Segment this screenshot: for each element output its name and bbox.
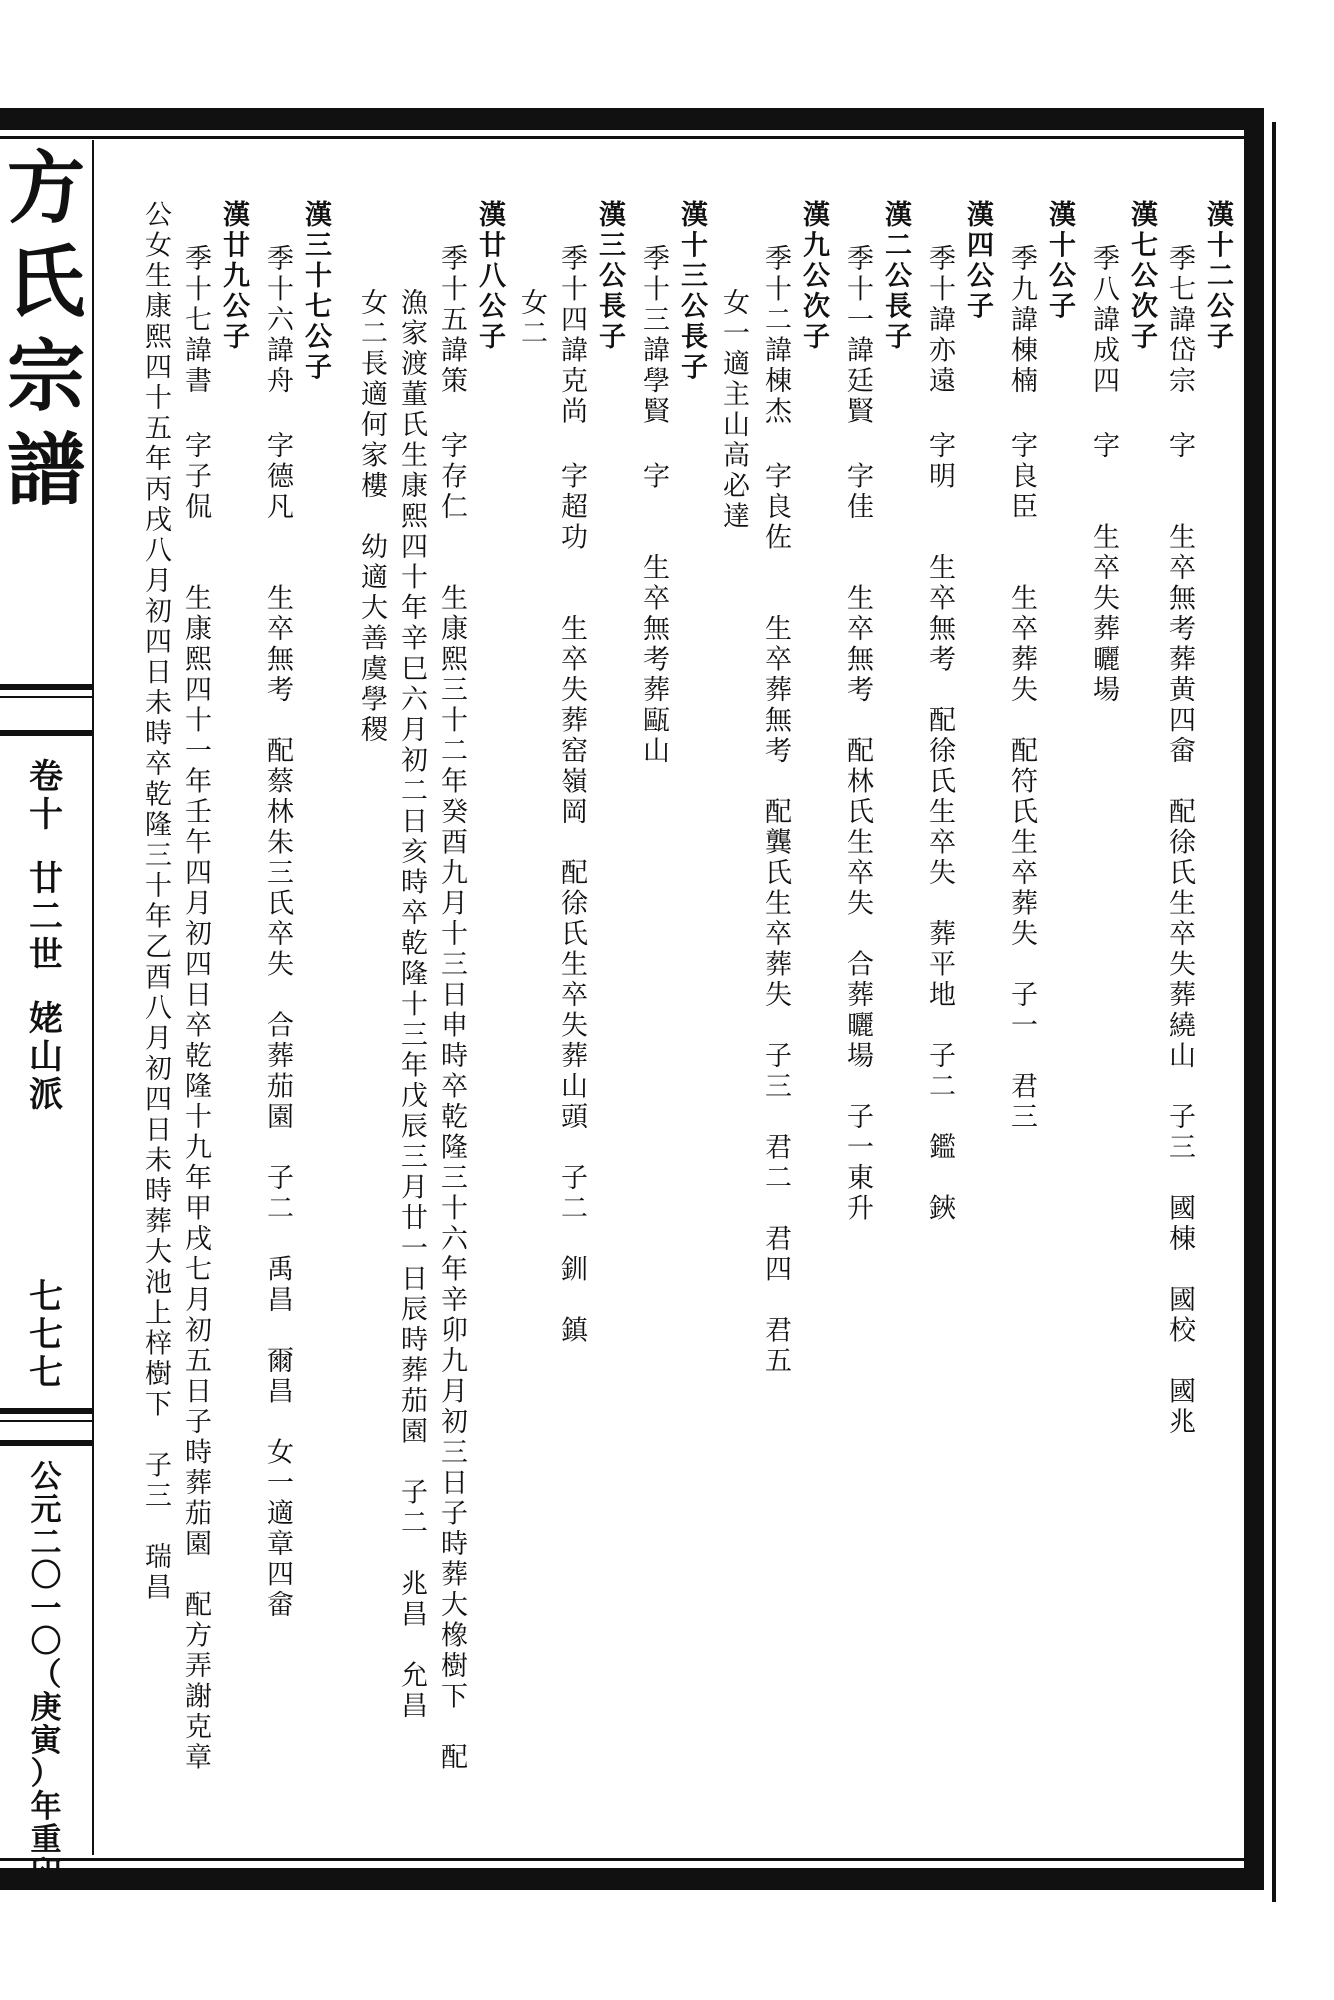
margin-glyph: 十 <box>29 795 63 835</box>
entry-column: 女二 <box>516 288 547 349</box>
margin-glyph: 〇 <box>30 1624 62 1660</box>
entry-column: 女二長適何家樓 幼適大善虞學稷 <box>356 288 387 746</box>
entry-column: 公女生康熙四十五年丙戌八月初四日未時卒乾隆三十年乙酉八月初四日未時葬大池上梓樹下 子三 瑞昌 <box>140 200 171 1603</box>
margin-glyph: 七 <box>29 1277 63 1317</box>
entry-column: 漢三十七公子 <box>300 200 331 383</box>
margin-glyph: 寅 <box>30 1723 62 1759</box>
margin-glyph: 派 <box>29 1075 63 1115</box>
margin-glyph: 二 <box>29 897 63 937</box>
margin-rule <box>0 1440 92 1446</box>
entry-column: 季十二諱棟杰 字良佐 生卒葬無考 配龔氏生卒葬失 子三 君二 君四 君五 <box>760 244 791 1377</box>
entry-column: 季十七諱書 字子侃 生康熙四十一年壬午四月初四日卒乾隆十九年甲戌七月初五日子時葬茄園 配方弄謝克章 <box>180 244 211 1773</box>
margin-rule <box>0 684 92 690</box>
entry-column: 季十六諱舟 字德凡 生卒無考 配蔡林朱三氏卒失 合葬茄園 子二 禹昌 爾昌 女一適章四畲 <box>262 244 293 1621</box>
page-frame-bottom <box>0 1868 1262 1890</box>
margin-glyph: 氏 <box>7 237 86 328</box>
entry-column: 季八諱成四 字 生卒失葬曬場 <box>1088 244 1119 706</box>
entry-column: 漢九公次子 <box>798 200 829 353</box>
margin-rule <box>0 1420 92 1422</box>
page-frame-right-outer <box>1272 122 1276 1902</box>
margin-glyph <box>40 976 52 998</box>
margin-glyph: 宗 <box>7 331 86 422</box>
margin-rule <box>0 696 92 698</box>
margin-glyph: 重 <box>30 1822 62 1858</box>
entry-column: 季十三諱學賢 字 生卒無考葬甌山 <box>638 244 669 767</box>
margin-glyph: 方 <box>7 143 86 234</box>
entry-column: 漢十三公長子 <box>676 200 707 383</box>
entry-column: 季九諱棟楠 字良臣 生卒葬失 配符氏生卒葬失 子一 君三 <box>1006 244 1037 1133</box>
entry-column: 漢十公子 <box>1044 200 1075 322</box>
entry-column: 季十五諱策 字存仁 生康熙三十二年癸酉九月十三日申時卒乾隆三十六年辛卯九月初三日子時葬大橡樹下 配 <box>436 244 467 1773</box>
entry-column: 漢廿八公子 <box>474 200 505 353</box>
book-title <box>7 143 86 526</box>
margin-glyph: 七 <box>29 1315 63 1355</box>
margin-glyph: 廿 <box>29 859 63 899</box>
margin-rule <box>0 730 92 736</box>
margin-glyph: 山 <box>29 1037 63 1077</box>
margin-glyph: 姥 <box>29 999 63 1039</box>
entry-column: 漢二公長子 <box>880 200 911 353</box>
page-frame-top <box>0 108 1262 130</box>
entry-column: 漢三公長子 <box>594 200 625 353</box>
margin-glyph: 元 <box>30 1492 62 1528</box>
entry-column: 季十諱亦遠 字明 生卒無考 配徐氏生卒失 葬平地 子二 鑑 鋏 <box>924 244 955 1224</box>
page-number <box>10 1277 82 1394</box>
margin-glyph: （ <box>30 1657 62 1693</box>
margin-glyph: 七 <box>29 1353 63 1393</box>
margin-glyph: 譜 <box>7 425 86 516</box>
page-frame-bottom-inner <box>0 1858 1244 1861</box>
margin-glyph: 庚 <box>30 1690 62 1726</box>
entry-column: 漢十二公子 <box>1202 200 1233 353</box>
margin-glyph: 印 <box>30 1855 62 1891</box>
entry-column: 漁家渡董氏生康熙四十年辛巳六月初二日亥時卒乾隆十三年戊辰三月廿一日辰時葬茄園 子二 兆昌 允昌 <box>396 288 427 1722</box>
entry-column: 季七諱岱宗 字 生卒無考葬黄四畲 配徐氏生卒失葬繞山 子三 國棟 國校 國兆 <box>1164 244 1195 1438</box>
margin-glyph: 二 <box>30 1525 62 1561</box>
margin-glyph <box>40 836 52 858</box>
margin-glyph: 一 <box>30 1591 62 1627</box>
margin-glyph: 年 <box>30 1789 62 1825</box>
page-frame-right <box>1244 108 1264 1890</box>
margin-glyph: 卷 <box>29 757 63 797</box>
margin-glyph: 〇 <box>30 1558 62 1594</box>
margin-glyph: 公 <box>30 1459 62 1495</box>
margin-rule <box>0 1408 92 1414</box>
margin-glyph: 世 <box>29 935 63 975</box>
reprint-note <box>10 1459 82 1891</box>
chapter-label <box>10 757 82 1116</box>
entry-column: 漢七公次子 <box>1126 200 1157 353</box>
entry-column: 季十四諱克尚 字超功 生卒失葬窑嶺岡 配徐氏生卒失葬山頭 子二 釧 鎮 <box>556 244 587 1346</box>
entry-column: 季十一諱廷賢 字佳 生卒無考 配林氏生卒失 合葬曬場 子一東升 <box>842 244 873 1224</box>
entry-column: 漢四公子 <box>962 200 993 322</box>
margin-glyph: ） <box>30 1756 62 1792</box>
entry-column: 漢廿九公子 <box>218 200 249 353</box>
entry-column: 女一適主山高必達 <box>718 288 749 532</box>
page-frame-top-inner <box>0 136 1244 139</box>
